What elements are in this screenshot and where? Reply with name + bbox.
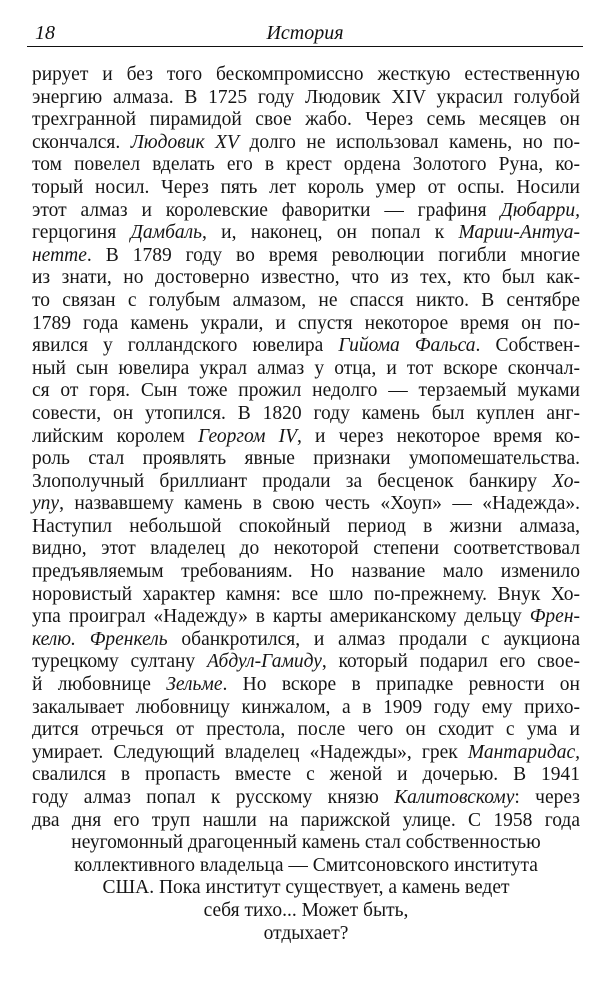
text-segment: рирует и без того бескомпромиссно жесткую естественную [32,64,580,85]
text-line [32,516,580,539]
text-line [32,313,580,336]
text-line [32,132,580,155]
text-line [32,87,580,110]
text-line [32,697,580,720]
text-line [32,561,580,584]
text-line [32,606,580,629]
text-line [32,109,580,132]
italic-name-segment: Калитовскому [394,787,515,808]
body-text [32,64,580,945]
text-segment: роль стал проявлять явные признаки умопомешательства. [32,448,580,470]
text-line [32,154,580,177]
text-segment: предъявляемым требованиям. Но название мало изменило [32,561,580,583]
italic-name-segment: Дамбаль [130,222,203,244]
italic-name-segment: Мантаридас, [467,741,580,763]
italic-name-segment: келю. Френкель [32,628,168,650]
italic-name-segment: Марии-Антуа- [458,222,581,244]
text-segment: коллективного владельца — Смитсоновского института [74,854,538,876]
text-line [32,674,580,697]
text-line [32,742,580,765]
text-line [32,493,580,516]
text-segment: турецкому султану [32,651,207,673]
text-segment: совести, он утопился. В 1820 году камень был куплен анг- [32,402,580,424]
text-segment: два дня его труп нашли на парижской улице. С 1958 года [32,809,580,831]
page-header [27,18,583,44]
text-line [32,651,580,674]
text-segment: скончался. [32,131,131,153]
text-segment: себя тихо... Может быть, [203,899,409,921]
text-line [32,403,580,426]
text-segment: ный сын ювелира украл алмаз у отца, и тот вскоре скончал- [32,357,580,379]
text-segment: США. Пока институт существует, а камень ведет [102,877,510,899]
text-segment: норовистый характер камня: все шло по-прежнему. Внук Хо- [32,583,580,605]
italic-name-segment: Людовик XV [130,131,239,153]
text-segment: , и через некоторое время ко- [297,425,580,447]
text-line [32,448,580,471]
text-segment: обанкротился, и алмаз продали с аукциона [167,628,580,650]
text-segment: . Но вскоре в припадке ревности он [222,674,580,696]
text-segment: трехгранной пирамидой свое жабо. Через семь месяцев он [32,109,580,131]
text-segment: умирает. Следующий владелец «Надежды», грек [32,741,468,763]
text-segment: том повелел вделать его в крест ордена Золотого Руна, ко- [32,154,580,176]
text-segment: отдыхает? [263,922,349,944]
text-line [32,358,580,381]
text-line [32,335,580,358]
text-segment: упа проиграл «Надежду» в карты американскому дельцу [32,606,530,628]
text-line [32,764,580,787]
text-line [32,177,580,200]
text-segment: долго не использовал камень, но по- [238,131,580,153]
text-line [32,923,580,946]
text-segment: этот алмаз и королевские фаворитки — графиня [32,199,501,221]
text-line [32,200,580,223]
text-line [32,832,580,855]
text-line [32,584,580,607]
italic-name-segment: Гийома Фальса [338,335,476,357]
text-segment: свалился в пропасть вместе с женой и дочерью. В 1941 [32,764,580,786]
text-line [32,471,580,494]
text-segment: закалывает любовницу кинжалом, а в 1909 году ему прихо- [32,696,580,718]
text-segment: то связан с голубым алмазом, не спасся никто. В сентябре [32,289,580,311]
running-title: История [266,22,344,44]
text-line [32,380,580,403]
text-line [32,267,580,290]
text-segment: году алмаз попал к русскому князю [32,787,395,808]
page-number: 18 [35,22,55,44]
italic-name-segment: Дюбарри, [500,199,580,221]
text-segment: дится отречься от престола, после чего он сходит с ума и [32,719,580,741]
text-segment: из знати, но достоверно известно, что из тех, кто был как- [32,267,580,289]
text-line [32,290,580,313]
text-line [32,855,580,878]
text-segment: , назвавшему камень в свою честь «Хоуп» — «Надежда». [59,493,580,515]
text-segment: 1789 года камень украли, и спустя некоторое время он по- [32,312,580,334]
text-segment: неугомонный драгоценный камень стал собственностью [71,832,541,854]
text-line [32,222,580,245]
text-line [32,900,580,923]
text-line [32,810,580,833]
italic-name-segment: Хо- [552,470,580,492]
italic-name-segment: Зельме [166,674,223,696]
text-segment: явился у голландского ювелира [32,335,339,357]
text-segment: , который подарил его свое- [321,651,580,673]
text-line [32,426,580,449]
text-segment: видно, этот владелец до некоторой степени соответствовал [32,538,580,560]
text-segment: . Собствен- [475,335,580,357]
text-segment: Злополучный бриллиант продали за бесценок банкиру [32,470,553,492]
text-segment: торый носил. Через пять лет король умер от оспы. Носили [32,176,580,198]
text-segment: ся от горя. Сын тоже прожил недолго — терзаемый муками [32,380,580,402]
text-segment: герцогиня [32,222,131,244]
text-segment: й любовнице [32,674,167,696]
text-line [32,877,580,900]
text-line [32,629,580,652]
italic-name-segment: Георгом IV [198,425,298,447]
text-line [32,64,580,87]
text-line [32,787,580,810]
text-segment: Наступил небольшой спокойный период в жизни алмаза, [32,515,580,537]
text-line [32,245,580,268]
italic-name-segment: Френ- [529,606,580,628]
italic-name-segment: нетте [32,244,87,266]
text-segment: . В 1789 году во время революции погибли многие [86,244,580,266]
text-segment: , и, наконец, он попал к [202,222,459,244]
text-segment: : через [514,787,580,808]
text-segment: лийским королем [32,425,198,447]
text-line [32,719,580,742]
header-divider [27,46,583,47]
italic-name-segment: Абдул-Гамиду [206,651,322,673]
italic-name-segment: упу [32,493,60,515]
text-line [32,538,580,561]
text-segment: энергию алмаза. В 1725 году Людовик XIV украсил голубой [32,86,580,108]
